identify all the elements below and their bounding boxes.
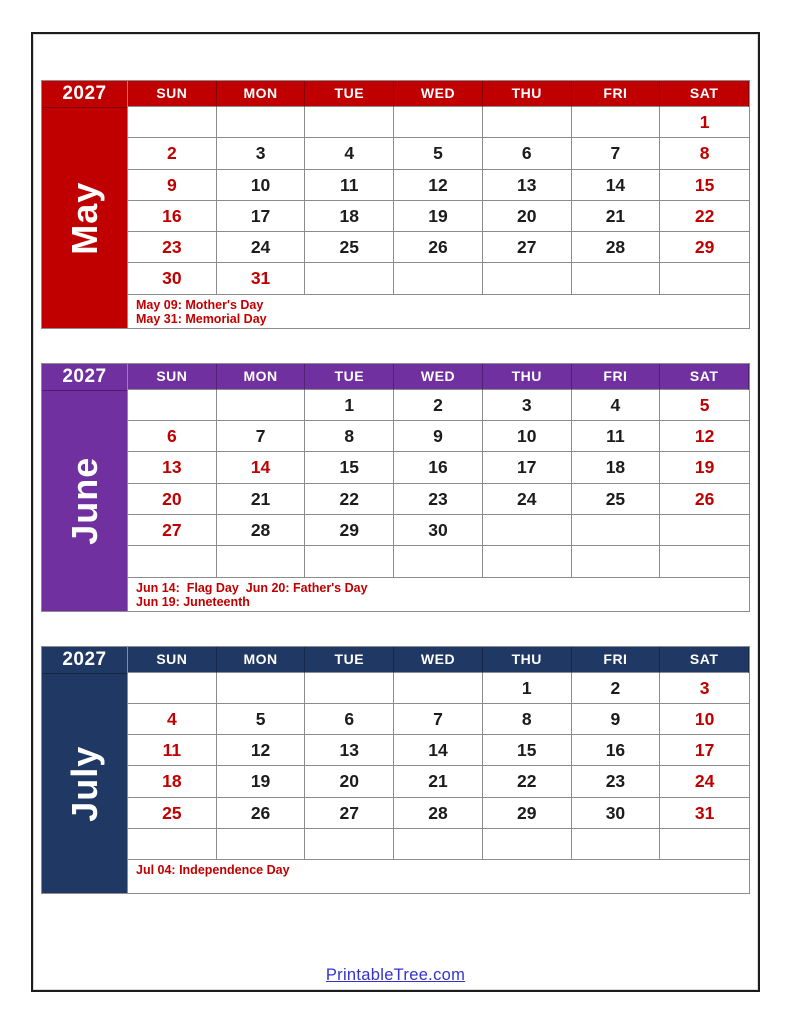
day-cell: 18 (128, 766, 217, 797)
day-cell: 28 (394, 798, 483, 829)
weekday-header-sat: SAT (660, 81, 749, 107)
day-cell (217, 673, 306, 704)
day-cell (394, 673, 483, 704)
day-cell: 22 (305, 484, 394, 515)
weekday-header-wed: WED (394, 647, 483, 673)
day-cell: 18 (305, 201, 394, 232)
day-cell: 30 (128, 263, 217, 294)
holiday-line: Jun 14: Flag Day Jun 20: Father's Day (136, 580, 368, 595)
year-label: 2027 (42, 364, 127, 391)
month-name: May (63, 181, 105, 255)
day-cell: 20 (483, 201, 572, 232)
day-cell: 20 (305, 766, 394, 797)
day-cell: 13 (128, 452, 217, 483)
day-cell: 17 (660, 735, 749, 766)
day-cell: 17 (483, 452, 572, 483)
holiday-notes (128, 295, 749, 328)
weekday-header-fri: FRI (572, 364, 661, 390)
day-cell (394, 107, 483, 138)
day-cell: 3 (483, 390, 572, 421)
day-cell (572, 263, 661, 294)
day-cell: 8 (305, 421, 394, 452)
day-cell: 25 (305, 232, 394, 263)
day-cell: 23 (572, 766, 661, 797)
weekday-header-tue: TUE (305, 647, 394, 673)
day-cell: 4 (305, 138, 394, 169)
day-cell: 24 (660, 766, 749, 797)
day-cell (217, 107, 306, 138)
weekday-header-sat: SAT (660, 364, 749, 390)
day-cell: 15 (660, 170, 749, 201)
holiday-line: May 09: Mother's Day (136, 297, 264, 312)
month-june (41, 363, 750, 612)
day-cell: 15 (305, 452, 394, 483)
day-cell: 8 (483, 704, 572, 735)
month-may (41, 80, 750, 329)
weekday-header-mon: MON (217, 647, 306, 673)
holiday-notes (128, 860, 749, 893)
day-cell (305, 107, 394, 138)
day-cell (483, 829, 572, 860)
day-cell (128, 390, 217, 421)
footer (33, 966, 758, 985)
weekday-header-thu: THU (483, 81, 572, 107)
month-sidebar (42, 647, 128, 894)
weekday-header-sun: SUN (128, 81, 217, 107)
day-cell: 24 (217, 232, 306, 263)
day-cell: 23 (128, 232, 217, 263)
day-cell: 8 (660, 138, 749, 169)
month-name: July (63, 745, 105, 822)
month-sidebar (42, 364, 128, 611)
weekday-header-thu: THU (483, 364, 572, 390)
day-cell: 26 (217, 798, 306, 829)
day-cell: 12 (660, 421, 749, 452)
weekday-header-tue: TUE (305, 81, 394, 107)
day-cell: 21 (217, 484, 306, 515)
day-cell: 5 (660, 390, 749, 421)
day-cell: 20 (128, 484, 217, 515)
day-cell (572, 829, 661, 860)
day-cell: 14 (572, 170, 661, 201)
day-cell: 16 (572, 735, 661, 766)
day-cell: 19 (660, 452, 749, 483)
day-cell: 5 (217, 704, 306, 735)
day-cell: 25 (128, 798, 217, 829)
weekday-header-fri: FRI (572, 81, 661, 107)
day-cell: 5 (394, 138, 483, 169)
day-cell: 1 (660, 107, 749, 138)
day-cell: 4 (128, 704, 217, 735)
day-cell (394, 829, 483, 860)
day-cell: 13 (483, 170, 572, 201)
day-cell: 12 (394, 170, 483, 201)
day-cell: 1 (305, 390, 394, 421)
day-cell: 31 (660, 798, 749, 829)
weekday-header-wed: WED (394, 364, 483, 390)
day-cell: 10 (483, 421, 572, 452)
day-cell: 7 (572, 138, 661, 169)
day-cell (305, 673, 394, 704)
day-cell (217, 390, 306, 421)
day-cell: 21 (572, 201, 661, 232)
day-cell (305, 829, 394, 860)
day-cell (660, 546, 749, 577)
day-cell: 28 (572, 232, 661, 263)
day-cell (572, 515, 661, 546)
day-cell (128, 673, 217, 704)
holiday-notes (128, 578, 749, 611)
year-label: 2027 (42, 647, 127, 674)
calendar-months (33, 34, 758, 894)
weekday-header-tue: TUE (305, 364, 394, 390)
day-cell (572, 107, 661, 138)
day-cell: 29 (305, 515, 394, 546)
year-label: 2027 (42, 81, 127, 108)
weekday-header-sat: SAT (660, 647, 749, 673)
day-cell: 2 (572, 673, 661, 704)
day-cell: 21 (394, 766, 483, 797)
day-cell (305, 263, 394, 294)
weekday-header-fri: FRI (572, 647, 661, 673)
day-cell: 29 (483, 798, 572, 829)
day-cell: 26 (660, 484, 749, 515)
weekday-header-mon: MON (217, 81, 306, 107)
day-cell: 3 (217, 138, 306, 169)
day-cell: 18 (572, 452, 661, 483)
weekday-header-sun: SUN (128, 364, 217, 390)
day-cell (394, 546, 483, 577)
day-cell (660, 829, 749, 860)
day-cell: 4 (572, 390, 661, 421)
weekday-header-thu: THU (483, 647, 572, 673)
day-cell: 15 (483, 735, 572, 766)
weekday-header-wed: WED (394, 81, 483, 107)
weekday-header-mon: MON (217, 364, 306, 390)
day-cell: 22 (483, 766, 572, 797)
day-cell (128, 107, 217, 138)
day-cell (483, 546, 572, 577)
day-cell: 13 (305, 735, 394, 766)
day-cell: 3 (660, 673, 749, 704)
day-cell: 11 (572, 421, 661, 452)
day-cell: 10 (660, 704, 749, 735)
calendar-page (31, 32, 760, 992)
day-cell: 26 (394, 232, 483, 263)
day-cell: 11 (305, 170, 394, 201)
day-cell: 12 (217, 735, 306, 766)
day-cell (483, 107, 572, 138)
day-cell: 7 (217, 421, 306, 452)
holiday-line: Jun 19: Juneteenth (136, 595, 250, 610)
day-cell: 27 (305, 798, 394, 829)
day-cell: 9 (572, 704, 661, 735)
day-cell: 2 (128, 138, 217, 169)
day-cell: 9 (394, 421, 483, 452)
day-cell: 30 (572, 798, 661, 829)
day-cell: 27 (128, 515, 217, 546)
day-cell: 30 (394, 515, 483, 546)
day-cell: 10 (217, 170, 306, 201)
month-name: June (63, 456, 105, 545)
weekday-header-sun: SUN (128, 647, 217, 673)
day-cell: 6 (128, 421, 217, 452)
day-cell: 19 (394, 201, 483, 232)
day-cell: 17 (217, 201, 306, 232)
day-cell (217, 829, 306, 860)
day-cell: 27 (483, 232, 572, 263)
day-cell: 9 (128, 170, 217, 201)
day-cell (660, 515, 749, 546)
month-sidebar (42, 81, 128, 328)
day-cell: 22 (660, 201, 749, 232)
day-cell: 7 (394, 704, 483, 735)
day-cell: 1 (483, 673, 572, 704)
day-cell (572, 546, 661, 577)
day-cell: 6 (305, 704, 394, 735)
day-cell: 2 (394, 390, 483, 421)
day-cell: 24 (483, 484, 572, 515)
holiday-line: May 31: Memorial Day (136, 312, 267, 327)
day-cell (305, 546, 394, 577)
day-cell (483, 515, 572, 546)
day-cell (217, 546, 306, 577)
day-cell: 16 (128, 201, 217, 232)
day-cell: 25 (572, 484, 661, 515)
printabletree-link[interactable]: PrintableTree.com (325, 966, 466, 985)
month-july (41, 646, 750, 895)
day-cell: 16 (394, 452, 483, 483)
holiday-line: Jul 04: Independence Day (136, 863, 290, 878)
day-cell (128, 546, 217, 577)
day-cell (660, 263, 749, 294)
day-cell (394, 263, 483, 294)
day-cell: 6 (483, 138, 572, 169)
day-cell: 14 (394, 735, 483, 766)
day-cell: 28 (217, 515, 306, 546)
day-cell (128, 829, 217, 860)
day-cell (483, 263, 572, 294)
day-cell: 23 (394, 484, 483, 515)
day-cell: 29 (660, 232, 749, 263)
day-cell: 31 (217, 263, 306, 294)
day-cell: 19 (217, 766, 306, 797)
day-cell: 14 (217, 452, 306, 483)
day-cell: 11 (128, 735, 217, 766)
